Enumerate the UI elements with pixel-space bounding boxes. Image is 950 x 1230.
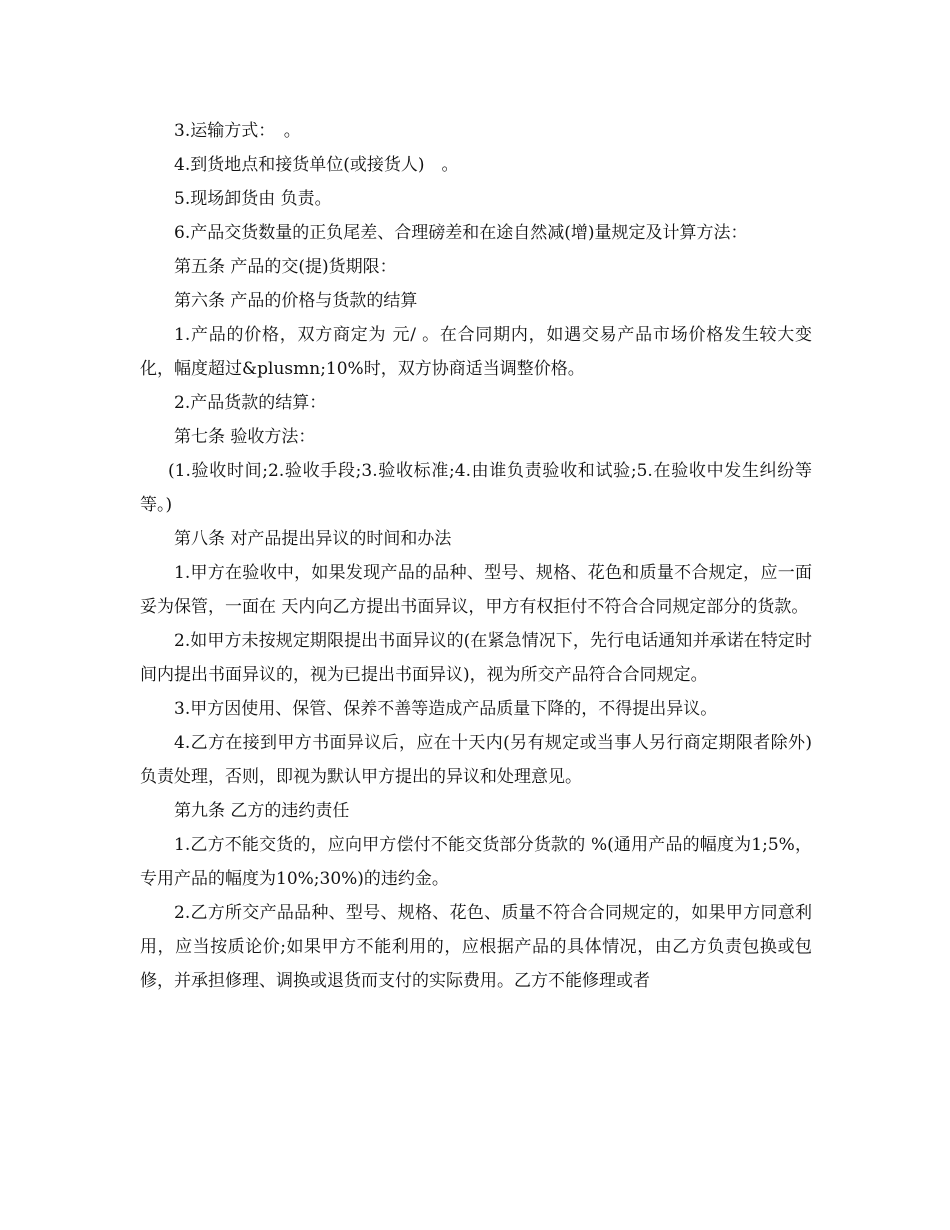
clause-delivery-location: 4.到货地点和接货单位(或接货人) 。 bbox=[174, 155, 459, 175]
clause-onsite-unloading: 5.现场卸货由 负责。 bbox=[174, 189, 332, 209]
clause-payment-settlement: 2.产品货款的结算： bbox=[174, 393, 327, 413]
clause-objection-3: 3.甲方因使用、保管、保养不善等造成产品质量下降的，不得提出异议。 bbox=[174, 699, 718, 719]
clause-liability-2: 2.乙方所交产品品种、型号、规格、花色、质量不符合合同规定的，如果甲方同意利用，应当按质论价;如果甲方不能利用的，应根据产品的具体情况，由乙方负责包换或包修，并承担修理、调换或退货而支付的实际费用。乙方不能修理或者 bbox=[140, 903, 812, 991]
clause-objection-1: 1.甲方在验收中，如果发现产品的品种、型号、规格、花色和质量不合规定，应一面妥为保管，一面在 天内向乙方提出书面异议，甲方有权拒付不符合合同规定部分的货款。 bbox=[140, 563, 812, 617]
clause-quantity-tolerance: 6.产品交货数量的正负尾差、合理磅差和在途自然减(增)量规定及计算方法： bbox=[174, 223, 748, 243]
article-8-heading: 第八条 对产品提出异议的时间和办法 bbox=[174, 529, 452, 549]
clause-inspection-items: (1.验收时间;2.验收手段;3.验收标准;4.由谁负责验收和试验;5.在验收中发生纠纷等等。) bbox=[140, 461, 812, 515]
clause-product-price: 1.产品的价格，双方商定为 元/ 。在合同期内，如遇交易产品市场价格发生较大变化，幅度超过&plusmn;10%时，双方协商适当调整价格。 bbox=[140, 325, 812, 379]
clause-objection-4: 4.乙方在接到甲方书面异议后，应在十天内(另有规定或当事人另行商定期限者除外)负责处理，否则，即视为默认甲方提出的异议和处理意见。 bbox=[140, 733, 812, 787]
article-7-heading: 第七条 验收方法： bbox=[174, 427, 316, 447]
clause-liability-1: 1.乙方不能交货的，应向甲方偿付不能交货部分货款的 %(通用产品的幅度为1;5%，专用产品的幅度为10%;30%)的违约金。 bbox=[140, 835, 812, 889]
article-6-heading: 第六条 产品的价格与货款的结算 bbox=[174, 291, 418, 311]
article-5-heading: 第五条 产品的交(提)货期限： bbox=[174, 257, 397, 277]
clause-objection-2: 2.如甲方未按规定期限提出书面异议的(在紧急情况下，先行电话通知并承诺在特定时间内提出书面异议的，视为已提出书面异议)，视为所交产品符合合同规定。 bbox=[140, 631, 812, 685]
clause-transport-method: 3.运输方式： 。 bbox=[174, 121, 301, 141]
article-9-heading: 第九条 乙方的违约责任 bbox=[174, 801, 350, 821]
contract-text-body bbox=[140, 114, 812, 998]
